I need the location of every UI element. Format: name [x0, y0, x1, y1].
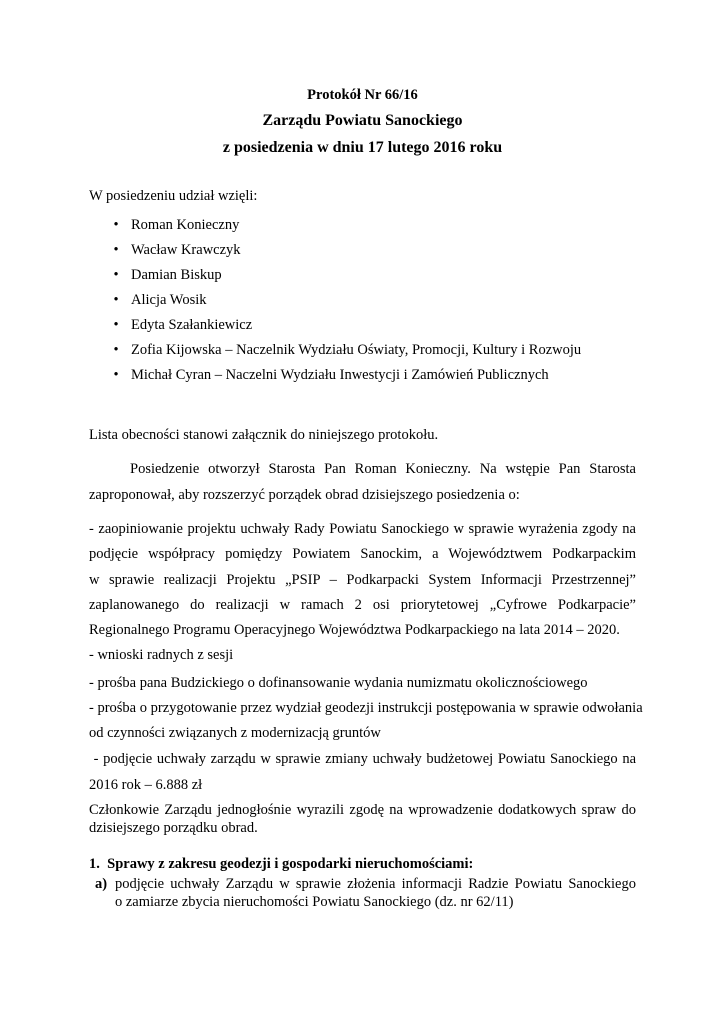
bullet-icon: •	[113, 217, 119, 233]
meeting-date: z posiedzenia w dniu 17 lutego 2016 roku	[222, 139, 503, 156]
opening-line: zaproponował, aby rozszerzyć porządek obrad dzisiejszego posiedzenia o:	[89, 487, 520, 503]
paragraph-line: - zaopiniowanie projektu uchwały Rady Powiatu Sanockiego w sprawie wyrażenia zgody na	[89, 521, 636, 537]
paragraph-line: dzisiejszego porządku obrad.	[89, 820, 258, 836]
paragraph-line: Regionalnego Programu Operacyjnego Województwa Podkarpackiego na lata 2014 – 2020.	[89, 622, 620, 638]
attendance-list-note: Lista obecności stanowi załącznik do niniejszego protokołu.	[89, 427, 439, 443]
agenda-item-3: - prośba pana Budzickiego o dofinansowanie wydania numizmatu okolicznościowego	[89, 675, 588, 691]
opening-line: Posiedzenie otworzył Starosta Pan Roman Konieczny. Na wstępie Pan Starosta	[130, 461, 636, 477]
paragraph-line: podjęcie współpracy pomiędzy Powiatem Sanockim, a Województwem Podkarpackim	[89, 546, 636, 562]
paragraph-line: - prośba o przygotowanie przez wydział geodezji instrukcji postępowania w sprawie odwołania	[89, 700, 643, 716]
paragraph-line: o zamiarze zbycia nieruchomości Powiatu Sanockiego (dz. nr 62/11)	[115, 894, 514, 910]
sub-item-label: a)	[95, 876, 108, 892]
bullet-icon: •	[113, 292, 119, 308]
member-name: Damian Biskup	[131, 267, 222, 283]
paragraph-line: - podjęcie uchwały zarządu w sprawie zmiany uchwały budżetowej Powiatu Sanockiego na	[89, 751, 636, 767]
bullet-icon: •	[113, 242, 119, 258]
bullet-icon: •	[113, 342, 119, 358]
paragraph-line: w sprawie realizacji Projektu „PSIP – Podkarpacki System Informacji Przestrzennej”	[89, 572, 636, 588]
bullet-icon: •	[113, 367, 119, 383]
member-name: Zofia Kijowska – Naczelnik Wydziału Oświaty, Promocji, Kultury i Rozwoju	[131, 342, 582, 358]
protocol-number: Protokół Nr 66/16	[307, 87, 418, 103]
paragraph-line: zaplanowanego do realizacji w ramach 2 osi priorytetowej „Cyfrowe Podkarpacie”	[89, 597, 636, 613]
paragraph-line: od czynności związanych z modernizacją gruntów	[89, 725, 381, 741]
bullet-icon: •	[113, 267, 119, 283]
agenda-item-2: - wnioski radnych z sesji	[89, 647, 234, 663]
board-name: Zarządu Powiatu Sanockiego	[262, 112, 463, 129]
member-name: Alicja Wosik	[131, 292, 207, 308]
section-heading: 1. Sprawy z zakresu geodezji i gospodarki nieruchomościami:	[89, 856, 474, 872]
paragraph-line: podjęcie uchwały Zarządu w sprawie złożenia informacji Radzie Powiatu Sanockiego	[115, 876, 636, 892]
member-name: Michał Cyran – Naczelni Wydziału Inwestycji i Zamówień Publicznych	[131, 367, 549, 383]
member-name: Roman Konieczny	[131, 217, 240, 233]
bullet-icon: •	[113, 317, 119, 333]
member-name: Wacław Krawczyk	[131, 242, 241, 258]
paragraph-line: Członkowie Zarządu jednogłośnie wyrazili zgodę na wprowadzenie dodatkowych spraw do	[89, 802, 636, 818]
paragraph-line: 2016 rok – 6.888 zł	[89, 777, 203, 793]
member-name: Edyta Szałankiewicz	[131, 317, 253, 333]
attendance-label: W posiedzeniu udział wzięli:	[89, 188, 258, 204]
